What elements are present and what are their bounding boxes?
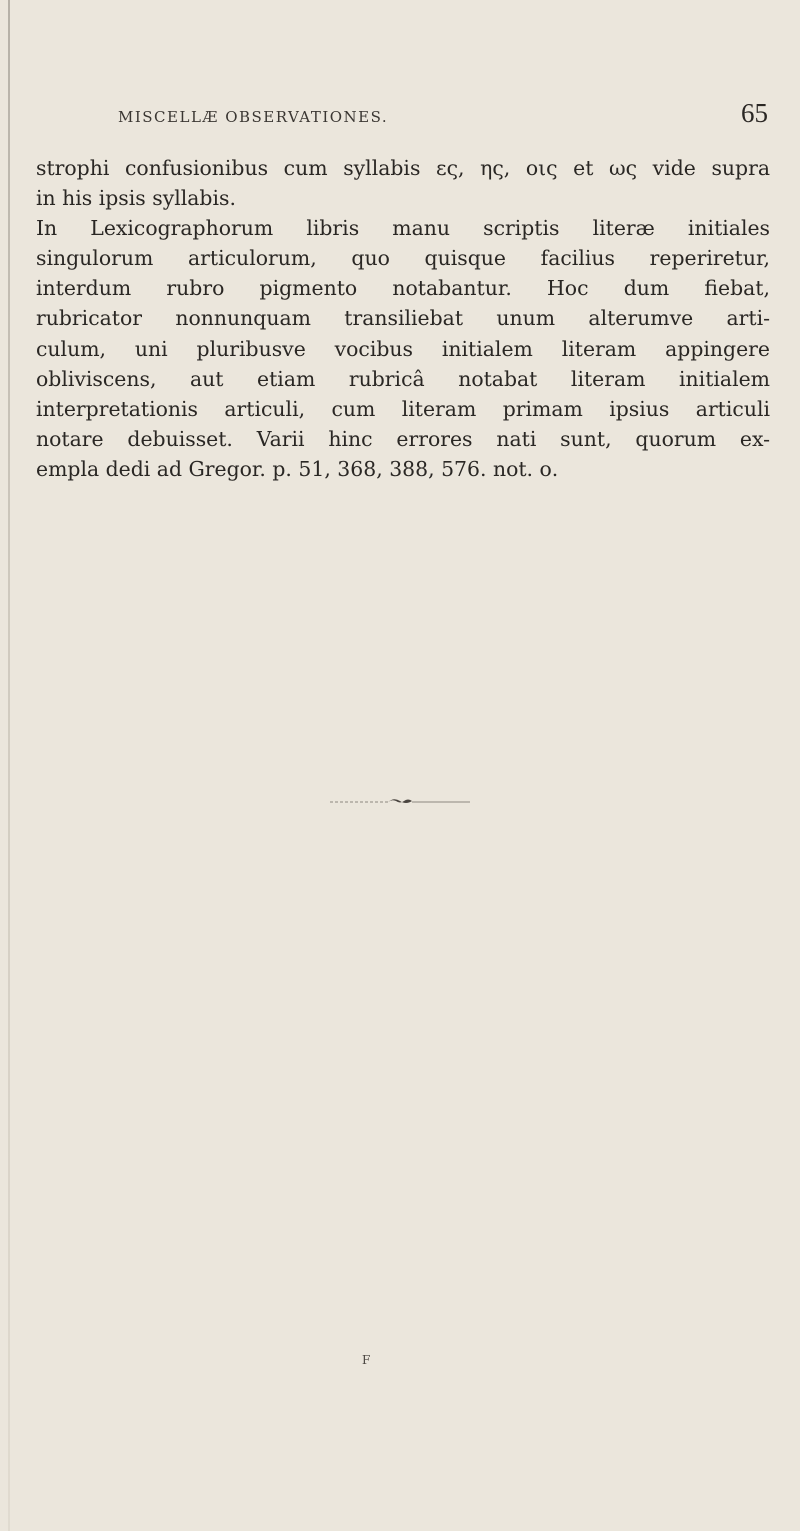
text-line: strophi confusionibus cum syllabis ες, ης, οις et ως vide supra	[36, 156, 770, 180]
signature-mark: F	[362, 1353, 371, 1367]
text-line: in his ipsis syllabis.	[36, 186, 236, 211]
text-line: interdum rubro pigmento notabantur. Hoc dum fiebat,	[36, 276, 770, 301]
text-line: notare debuisset. Varii hinc errores nati sunt, quorum ex-	[36, 426, 770, 451]
text-line: obliviscens, aut etiam rubricâ notabat literam initialem	[36, 366, 770, 391]
text-line: empla dedi ad Gregor. p. 51, 368, 388, 576. not. ο.	[36, 456, 559, 481]
text-line: culum, uni pluribusve vocibus initialem literam appingere	[36, 336, 770, 361]
text-line: singulorum articulorum, quo quisque facilius reperiretur,	[36, 246, 770, 271]
page-edge-shadow	[8, 0, 10, 1531]
text-line: In Lexicographorum libris manu scriptis literæ initiales	[36, 216, 770, 241]
text-line: rubricator nonnunquam transiliebat unum alterumve arti-	[36, 306, 770, 331]
page-number: 65	[741, 98, 768, 128]
tailpiece-ornament-icon	[330, 796, 470, 808]
body-text	[36, 153, 770, 484]
text-line: interpretationis articuli, cum literam primam ipsius articuli	[36, 396, 770, 421]
running-head: MISCELLÆ OBSERVATIONES.	[118, 108, 389, 126]
